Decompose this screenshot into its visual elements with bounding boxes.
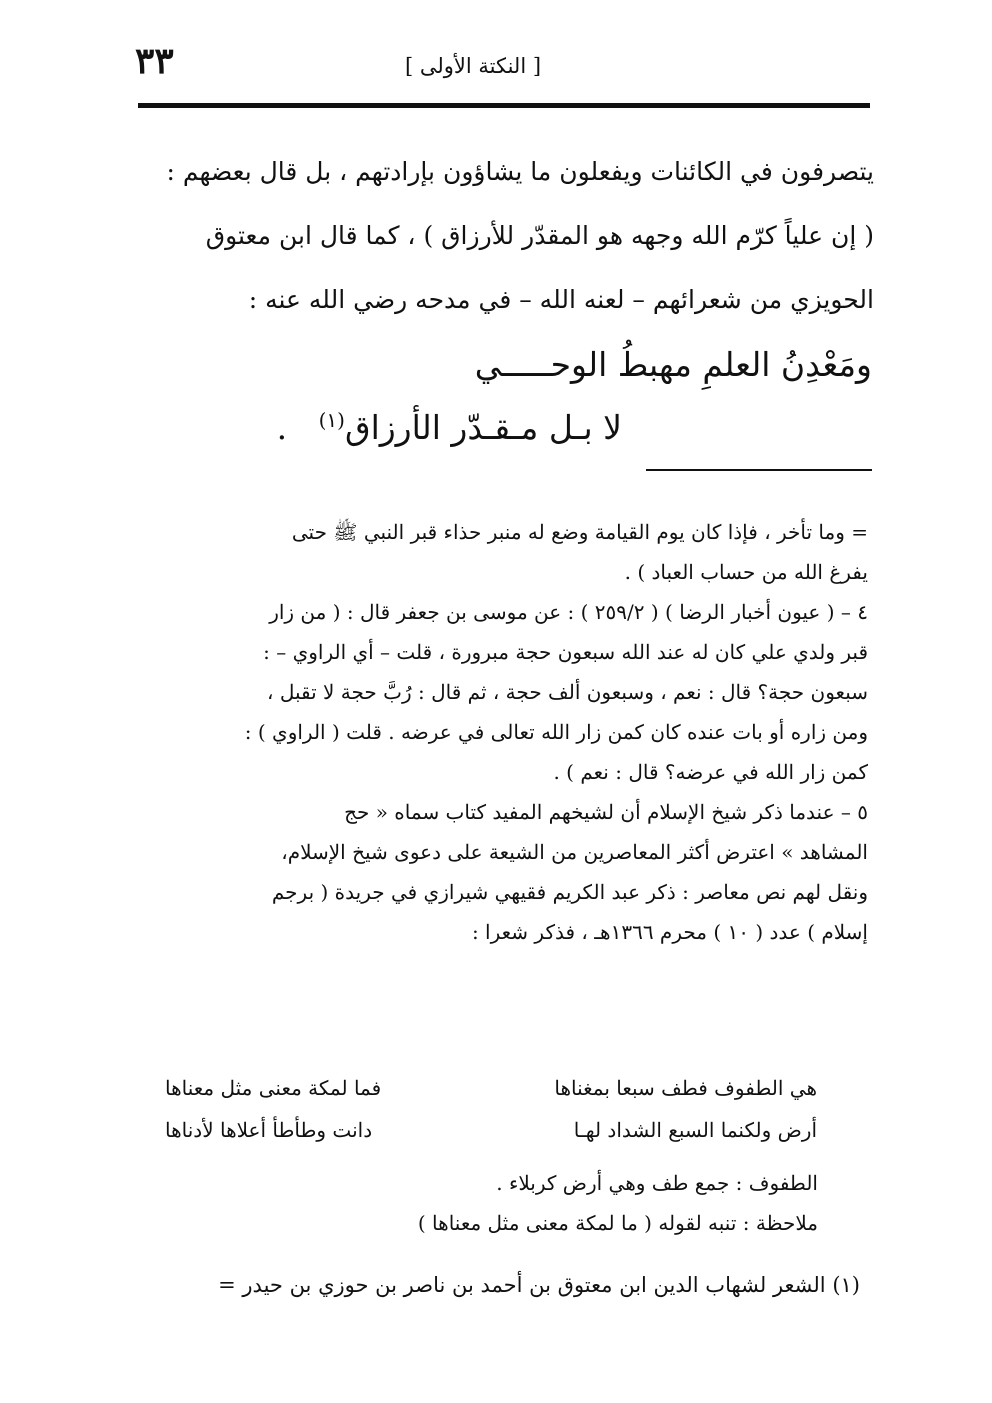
running-title: [ النكتة الأولى ] (405, 54, 542, 78)
poem-hemistich-first: هي الطفوف فطف سبعا بمغناها (554, 1076, 817, 1100)
poem-hemistich-first: أرض ولكنما السبع الشداد لهـا (573, 1118, 817, 1142)
poem-hemistich-second: فما لمكة معنى مثل معناها (165, 1076, 382, 1100)
note-line: ونقل لهم نص معاصر : ذكر عبد الكريم فقيهي شيرازي في جريدة ( برجم (271, 880, 868, 904)
footnote-marker[interactable]: (١) (318, 408, 345, 432)
note-line: ومن زاره أو بات عنده كان كمن زار الله تعالى في عرضه . قلت ( الراوي ) : (244, 720, 868, 744)
note-line: المشاهد » اعترض أكثر المعاصرين من الشيعة على دعوى شيخ الإسلام، (281, 840, 868, 864)
notes-separator (646, 469, 872, 471)
verse-end-dot: . (276, 408, 288, 447)
note-line: كمن زار الله في عرضه؟ قال : نعم ) . (553, 760, 868, 784)
note-line: ملاحظة : تنبه لقوله ( ما لمكة معنى مثل معناها ) (417, 1211, 818, 1235)
notes-block (128, 512, 868, 952)
page-header (135, 40, 867, 100)
note-line: يفرغ الله من حساب العباد ) . (624, 560, 868, 584)
footnote: (١) الشعر لشهاب الدين ابن معتوق بن أحمد بن ناصر بن حوزي بن حيدر = (218, 1273, 860, 1297)
text-line: ( إن علياً كرّم الله وجهه هو المقدّر للأرزاق ) ، كما قال ابن معتوق (205, 221, 874, 250)
text-line: الحويزي من شعرائهم – لعنه الله – في مدحه رضي الله عنه : (248, 285, 874, 314)
main-text (128, 140, 874, 332)
verse-text: لا بـل مـقـدّر الأرزاق (344, 408, 622, 447)
note-line: إسلام ) عدد ( ١٠ ) محرم ١٣٦٦هـ ، فذكر شعرا : (471, 920, 868, 944)
poem-line-1 (165, 1068, 817, 1108)
verse-line-2 (150, 408, 622, 447)
note-line: ٥ – عندما ذكر شيخ الإسلام أن لشيخهم المفيد كتاب سماه « حج (344, 800, 868, 824)
header-rule (138, 103, 870, 108)
page-number: ٣٣ (135, 40, 174, 82)
poem-line-2 (165, 1110, 817, 1150)
poem-hemistich-second: دانت وطأطأ أعلاها لأدناها (165, 1118, 373, 1142)
note-line: الطفوف : جمع طف وهي أرض كربلاء . (496, 1171, 818, 1195)
note-line: قبر ولدي علي كان له عند الله سبعون حجة مبرورة ، قلت – أي الراوي – : (263, 640, 868, 664)
note-line: = وما تأخر ، فإذا كان يوم القيامة وضع له منبر حذاء قبر النبي ﷺ حتى (291, 520, 868, 544)
verse-line-1: ومَعْدِنُ العلمِ مهبطُ الوحـــــي (474, 345, 872, 384)
text-line: يتصرفون في الكائنات ويفعلون ما يشاؤون بإرادتهم ، بل قال بعضهم : (166, 157, 874, 186)
note-line: سبعون حجة؟ قال : نعم ، وسبعون ألف حجة ، ثم قال : رُبَّ حجة لا تقبل ، (267, 680, 868, 704)
notes-block-2 (128, 1163, 818, 1243)
note-line: ٤ – ( عيون أخبار الرضا ) ( ٢٥٩/٢ ) : عن موسى بن جعفر قال : ( من زار (269, 600, 868, 624)
